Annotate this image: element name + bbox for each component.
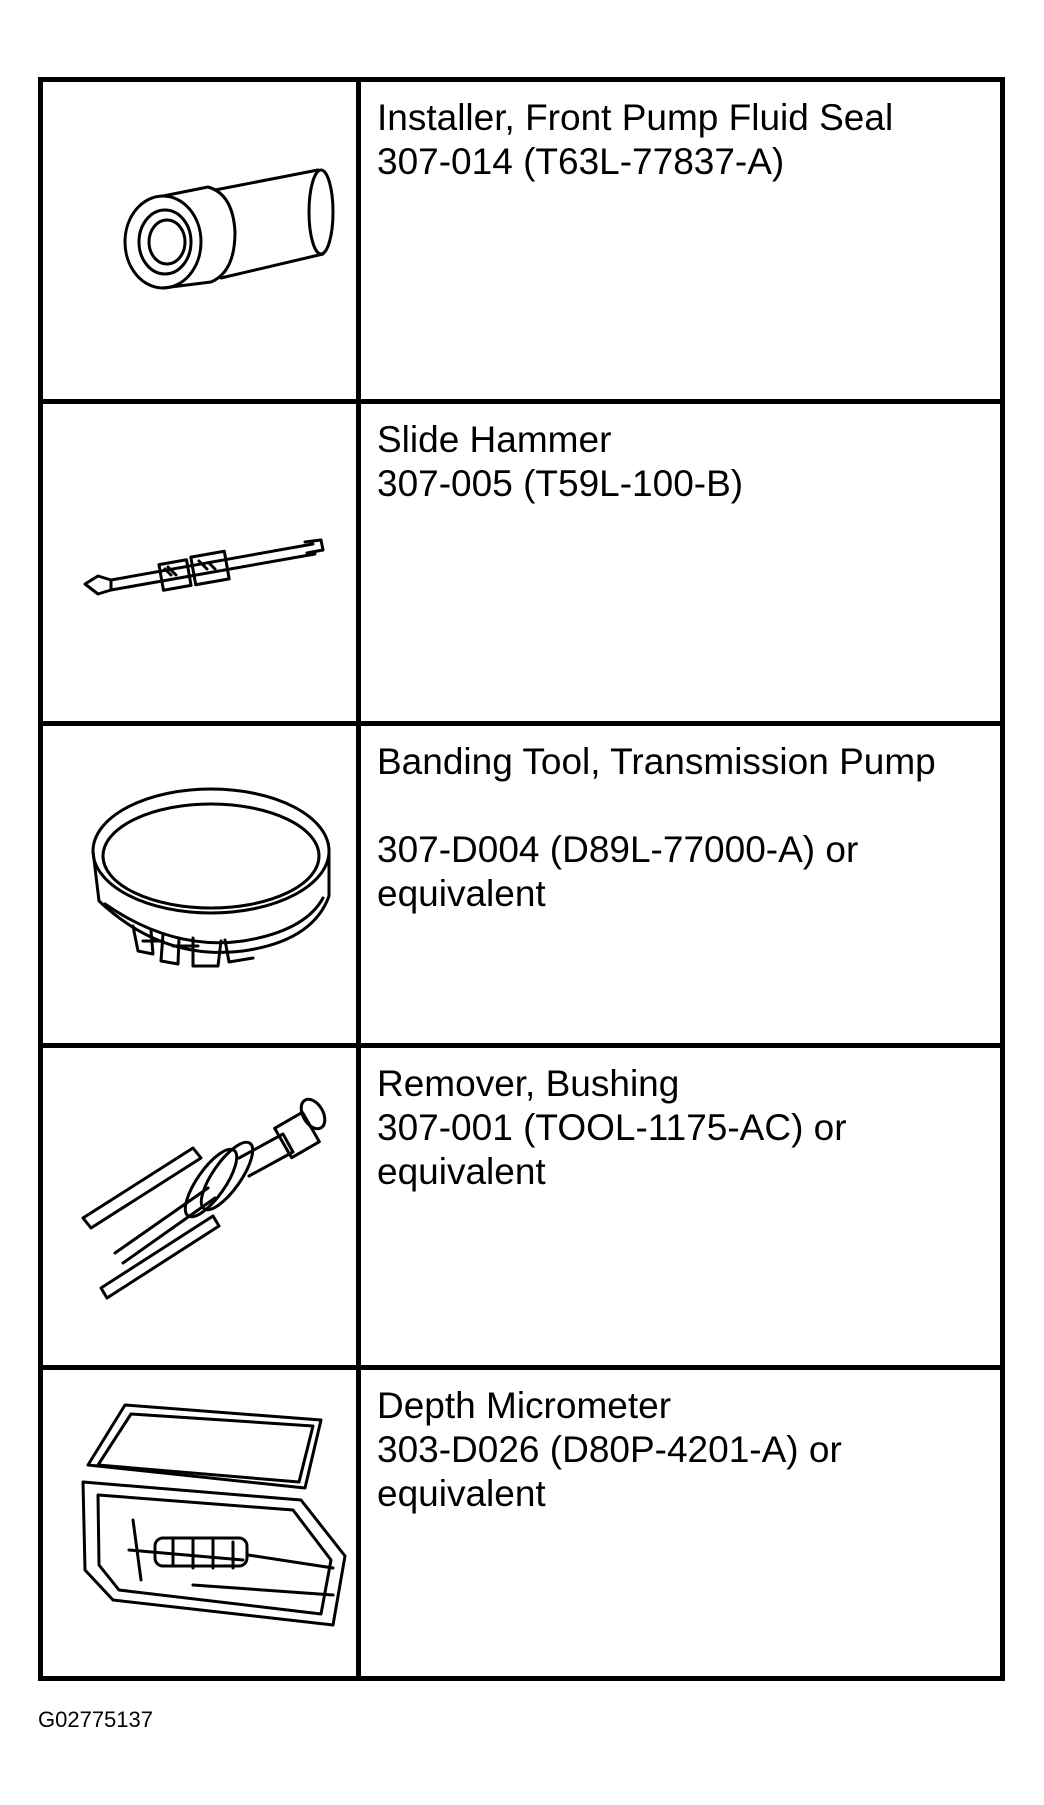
tool-name: Banding Tool, Transmission Pump — [377, 741, 936, 782]
tool-name: Installer, Front Pump Fluid Seal — [377, 97, 894, 138]
tool-image-cell — [43, 1370, 361, 1676]
tool-row — [43, 1048, 1000, 1370]
seal-installer-icon — [43, 82, 356, 399]
tool-image-cell — [43, 404, 361, 721]
tool-part-number: 307-014 (T63L-77837-A) — [377, 141, 785, 182]
tool-name: Depth Micrometer — [377, 1385, 672, 1426]
tool-part-number: 307-005 (T59L-100-B) — [377, 463, 744, 504]
tool-description — [377, 96, 992, 184]
tool-description — [377, 1062, 992, 1194]
tool-image-cell — [43, 726, 361, 1043]
tool-part-number: 307-D004 (D89L-77000-A) or — [377, 829, 859, 870]
tool-equivalent-note: equivalent — [377, 1151, 546, 1192]
tool-row — [43, 82, 1000, 404]
tool-image-cell — [43, 1048, 361, 1365]
tool-equivalent-note: equivalent — [377, 1473, 546, 1514]
bushing-remover-icon — [43, 1048, 356, 1365]
tool-description — [377, 418, 992, 506]
tool-name: Remover, Bushing — [377, 1063, 680, 1104]
tool-description — [377, 1384, 992, 1516]
tool-image-cell — [43, 82, 361, 399]
tool-part-number: 307-001 (TOOL-1175-AC) or — [377, 1107, 847, 1148]
tool-row — [43, 726, 1000, 1048]
tool-equivalent-note: equivalent — [377, 873, 546, 914]
tool-part-number: 303-D026 (D80P-4201-A) or — [377, 1429, 842, 1470]
banding-tool-icon — [43, 726, 356, 1043]
tool-name: Slide Hammer — [377, 419, 612, 460]
special-tools-table — [38, 77, 1005, 1681]
tool-description — [377, 740, 992, 916]
depth-micrometer-icon — [43, 1370, 356, 1676]
slide-hammer-icon — [43, 404, 356, 721]
tool-row — [43, 1370, 1000, 1676]
figure-id: G02775137 — [38, 1707, 153, 1732]
tool-row — [43, 404, 1000, 726]
